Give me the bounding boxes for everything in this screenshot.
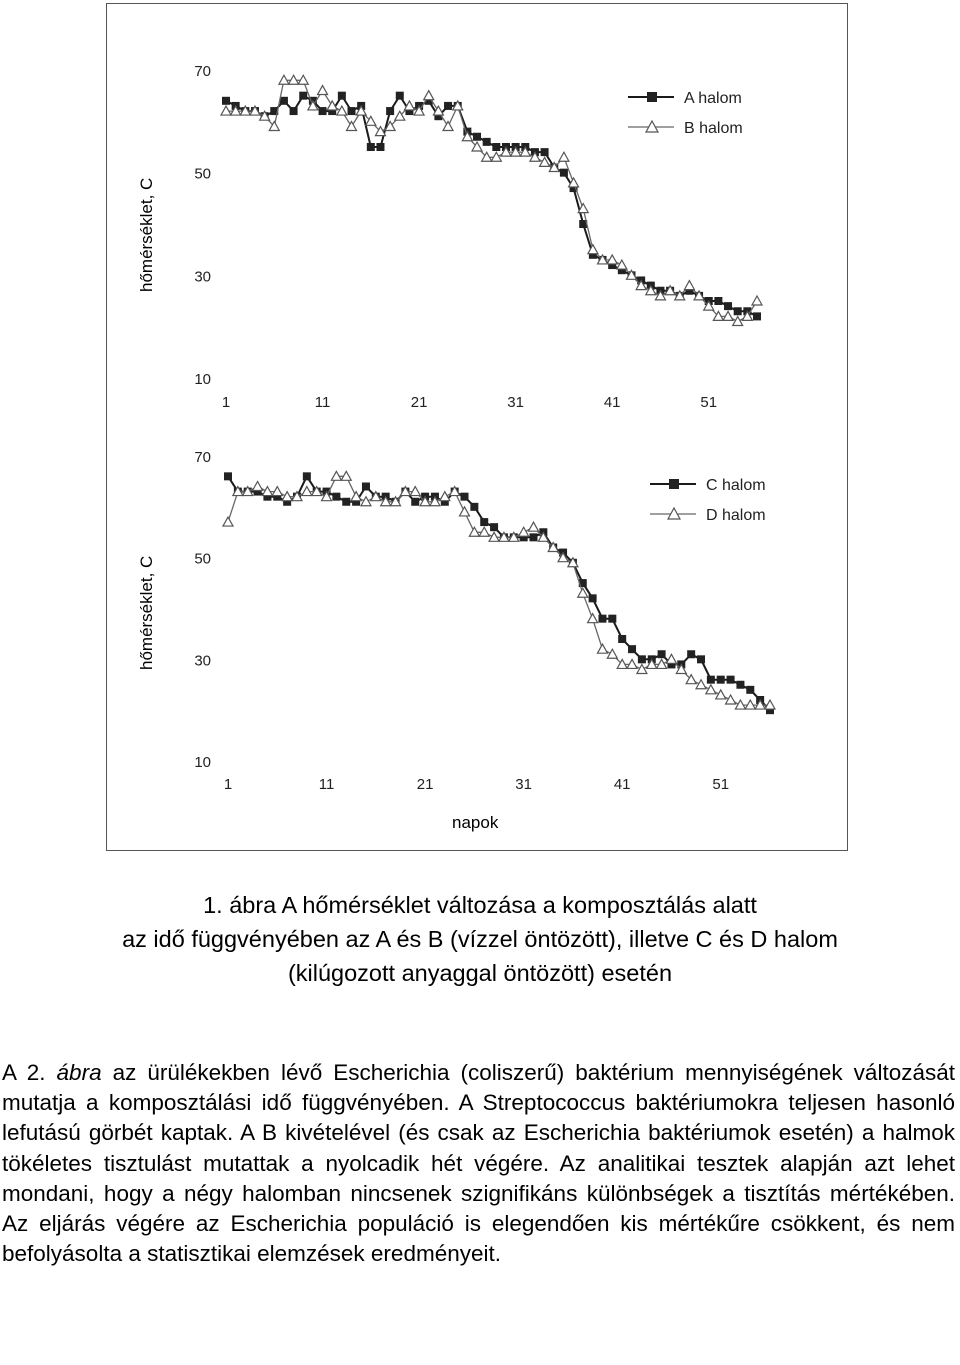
x-axis-label: napok — [452, 813, 499, 832]
chart2-data-point — [746, 686, 754, 694]
body-italic-word: ábra — [56, 1060, 102, 1085]
chart2-data-point — [707, 676, 715, 684]
chart1-x-tick-label: 51 — [700, 394, 718, 411]
chart1-data-point — [222, 97, 230, 105]
chart2-data-point — [461, 493, 469, 501]
figure-caption-line1: 1. ábra A hőmérséklet változása a komposztálás alatt — [203, 892, 757, 918]
chart2-data-point — [411, 498, 419, 506]
chart2-legend-label: C halom — [706, 477, 766, 494]
chart1-data-point — [473, 133, 481, 141]
chart2-data-point — [608, 615, 616, 623]
chart1-x-tick-label: 21 — [410, 394, 428, 411]
chart2-data-point — [361, 497, 371, 506]
chart1-legend-label: B halom — [684, 120, 743, 137]
chart2-y-tick-label: 50 — [194, 550, 211, 568]
chart2-data-point — [460, 507, 470, 516]
chart2-x-tick-label: 51 — [712, 776, 730, 793]
chart2-y-tick-label: 70 — [194, 449, 211, 466]
chart2-data-point — [658, 650, 666, 658]
chart1-data-point — [318, 86, 328, 95]
chart2-y-tick-label: 30 — [194, 652, 211, 670]
chart2-data-point — [687, 650, 695, 658]
chart1-x-tick-label: 1 — [221, 394, 231, 411]
chart2-data-point — [618, 635, 626, 643]
figure-caption-line3: (kilúgozott anyaggal öntözött) esetén — [287, 960, 673, 986]
chart2-legend-marker — [669, 479, 679, 489]
chart1-data-point — [299, 92, 307, 100]
chart2-x-tick-label: 11 — [318, 776, 335, 793]
body-text-rest: az ürülékekben lévő Escherichia (coliszerű) baktérium mennyiségének változását mutatja a komposztálási idő függvényében. A Streptococcus baktériumokra teljesen hasonló lefutású görbét kaptak. A B kivételével (és csak az Escherichia baktériumok esetén) a halmok tökéletes tisztulást mutattak a nyolcadik hét végére. Az analitikai tesztek alapján azt lehet mondani, hogy a négy halomban nincsenek szignifikáns különbségek a tisztítás mértékében. Az eljárás végére az Escherichia populáció is elegendően kis mértékűre csökkent, és nem befolyásolta a statisztikai elemzések eredményeit. — [2, 1060, 955, 1267]
chart1-x-tick-label: 31 — [507, 394, 524, 411]
chart1-y-axis-label: hőmérséklet, C — [137, 177, 156, 292]
chart2-data-point — [727, 676, 735, 684]
chart1-data-point — [424, 91, 434, 100]
chart2-data-point — [440, 492, 450, 501]
chart1-data-point — [541, 148, 549, 156]
body-paragraph — [2, 1058, 955, 1269]
chart1-data-point — [338, 92, 346, 100]
chart2-data-point — [597, 644, 607, 653]
chart1-data-point — [753, 312, 761, 320]
chart2-data-point — [716, 690, 726, 699]
chart2-data-point — [342, 498, 350, 506]
chart2-data-point — [529, 533, 537, 541]
chart1-x-tick-label: 11 — [314, 394, 331, 411]
chart2-data-point — [607, 649, 617, 658]
chart2-data-point — [706, 685, 716, 694]
chart2-data-point — [588, 614, 598, 623]
chart1-data-point — [559, 152, 569, 161]
chart2-data-point — [490, 523, 498, 531]
chart2-data-point — [303, 472, 311, 480]
chart2-data-point — [736, 681, 744, 689]
chart2-data-point — [362, 483, 370, 491]
chart1-data-point — [337, 106, 347, 115]
chart1-legend-label: A halom — [684, 90, 742, 107]
chart2-data-point — [223, 517, 233, 526]
chart1-data-point — [280, 97, 288, 105]
chart2-data-point — [666, 654, 676, 663]
chart2-data-point — [470, 503, 478, 511]
chart2-data-point — [480, 518, 488, 526]
chart1-data-point — [367, 143, 375, 151]
chart2-data-point — [697, 655, 705, 663]
chart1-data-point — [347, 121, 357, 130]
chart2-x-tick-label: 41 — [613, 776, 631, 793]
chart2-series-line — [228, 476, 770, 710]
chart1-data-point — [348, 107, 356, 115]
chart1-data-point — [443, 121, 453, 130]
chart2-data-point — [519, 527, 529, 536]
chart2-data-point — [332, 493, 340, 501]
chart2-series-line — [228, 476, 770, 705]
chart1-data-point — [290, 107, 298, 115]
chart2-data-point — [638, 655, 646, 663]
chart2-y-axis-label: hőmérséklet, C — [137, 555, 156, 670]
chart2-y-tick-label: 10 — [194, 754, 211, 771]
chart1-data-point — [617, 260, 627, 269]
chart1-data-point — [386, 107, 394, 115]
figure-caption-line2: az idő függvényében az A és B (vízzel öntözött), illetve C és D halom — [122, 926, 838, 952]
chart1-x-tick-label: 41 — [603, 394, 621, 411]
chart1-data-point — [376, 143, 384, 151]
chart2-x-tick-label: 31 — [515, 776, 532, 793]
chart2-data-point — [696, 680, 706, 689]
chart1-series-line — [226, 96, 757, 317]
chart2-data-point — [717, 676, 725, 684]
chart1-data-point — [714, 297, 722, 305]
chart1-data-point — [734, 307, 742, 315]
body-text-start: A 2. — [2, 1060, 57, 1085]
chart2-x-tick-label: 1 — [223, 776, 233, 793]
chart1-data-point — [444, 102, 452, 110]
chart2-data-point — [224, 472, 232, 480]
chart2-x-tick-label: 21 — [416, 776, 434, 793]
chart1-data-point — [724, 302, 732, 310]
chart1-data-point — [684, 281, 694, 290]
chart2-data-point — [726, 695, 736, 704]
chart2-data-point — [528, 522, 538, 531]
chart2-data-point — [253, 482, 263, 491]
chart1-y-tick-label: 70 — [194, 63, 211, 80]
chart1-data-point — [733, 317, 743, 326]
chart2-data-point — [628, 645, 636, 653]
chart1-data-point — [492, 143, 500, 151]
chart2-data-point — [589, 594, 597, 602]
chart1-y-tick-label: 30 — [194, 268, 211, 286]
chart2-data-point — [598, 615, 606, 623]
chart2-legend-label: D halom — [706, 507, 766, 524]
chart1-y-tick-label: 10 — [194, 371, 211, 388]
chart1-y-tick-label: 50 — [194, 165, 211, 183]
chart2-data-point — [637, 665, 647, 674]
chart1-data-point — [319, 107, 327, 115]
chart1-data-point — [483, 138, 491, 146]
chart1-data-point — [396, 92, 404, 100]
chart1-data-point — [560, 169, 568, 177]
chart1-legend-marker — [647, 92, 657, 102]
chart1-data-point — [752, 296, 762, 305]
chart1-series-line — [226, 80, 757, 321]
